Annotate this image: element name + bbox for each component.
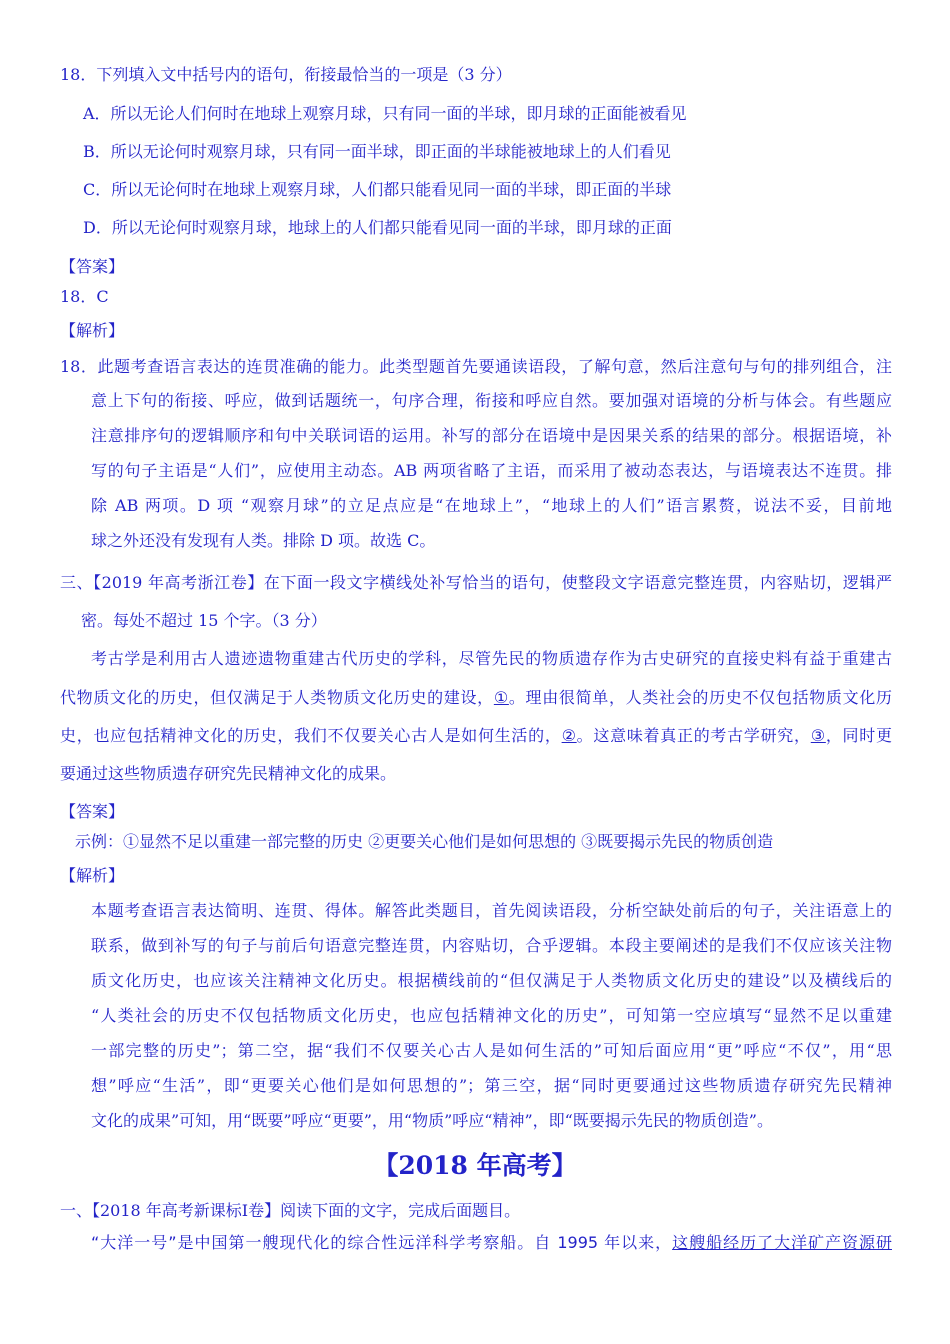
q18-answer-heading: 【答案】: [60, 257, 125, 276]
blank-3: ③: [810, 726, 826, 745]
q3-analysis-line-7: 文化的成果”可知，用“既要”呼应“更要”，用“物质”呼应“精神”，即“既要揭示先民的物质创造”。: [91, 1111, 773, 1130]
q3-analysis-line-3: 质文化历史，也应该关注精神文化历史。根据横线前的“但仅满足于人类物质文化历史的建设”以及横线后的: [91, 971, 892, 990]
passage-text: 。这意味着真正的考古学研究，: [576, 726, 811, 745]
q18-option-c: C．所以无论何时在地球上观察月球，人们都只能看见同一面的半球，即正面的半球: [83, 180, 672, 199]
q18-analysis-line-2: 意上下句的衔接、呼应，做到话题统一，句序合理，衔接和呼应自然。要加强对语境的分析与体会。有些题应: [91, 391, 892, 410]
blank-2: ②: [561, 726, 577, 745]
q18-stem: 18．下列填入文中括号内的语句，衔接最恰当的一项是（3 分）: [60, 65, 512, 84]
q3-analysis-line-1: 本题考查语言表达简明、连贯、得体。解答此类题目，首先阅读语段，分析空缺处前后的句子，关注语意上的: [91, 901, 892, 920]
passage-text: 史，也应包括精神文化的历史，我们不仅要关心古人是如何生活的，: [60, 726, 562, 745]
q18-option-d: D．所以无论何时观察月球，地球上的人们都只能看见同一面的半球，即月球的正面: [83, 218, 672, 237]
q18-answer: 18．C: [60, 287, 109, 306]
q3-analysis-line-4: “人类社会的历史不仅包括物质文化历史，也应包括精神文化的历史”，可知第一空应填写“显然不足以重建: [91, 1006, 892, 1025]
q3-analysis-line-2: 联系，做到补写的句子与前后句语意完整连贯，内容贴切，合乎逻辑。本段主要阐述的是我们不仅应该关注物: [91, 936, 892, 955]
passage-text: 。理由很简单，人类社会的历史不仅包括物质文化历: [508, 688, 892, 707]
q3-stem-line-1: 三、【2019 年高考浙江卷】在下面一段文字横线处补写恰当的语句，使整段文字语意完整连贯，内容贴切，逻辑严: [60, 573, 892, 592]
q1-2018-stem: 一、【2018 年高考新课标Ⅰ卷】阅读下面的文字，完成后面题目。: [60, 1201, 521, 1220]
q18-option-a: A．所以无论人们何时在地球上观察月球，只有同一面的半球，即月球的正面能被看见: [83, 104, 687, 123]
q18-analysis-line-6: 球之外还没有发现有人类。排除 D 项。故选 C。: [91, 531, 436, 550]
passage-text: ，同时更: [825, 726, 892, 745]
underlined-sentence: 这艘船经历了大洋矿产资源研: [672, 1233, 892, 1252]
q3-analysis-line-5: 一部完整的历史”；第二空，据“我们不仅要关心古人是如何生活的”可知后面应用“更”呼应“不仅”，用“思: [91, 1041, 892, 1060]
q3-answer-heading: 【答案】: [60, 802, 125, 821]
q3-passage-line-2: [60, 688, 892, 707]
blank-1: ①: [493, 688, 509, 707]
q1-2018-passage-line-1: [91, 1233, 892, 1252]
q18-option-b: B．所以无论何时观察月球，只有同一面半球，即正面的半球能被地球上的人们看见: [83, 142, 671, 161]
q18-analysis-line-3: 注意排序句的逻辑顺序和句中关联词语的运用。补写的部分在语境中是因果关系的结果的部分。根据语境，补: [91, 426, 892, 445]
q3-passage-line-1: 考古学是利用古人遗迹遗物重建古代历史的学科，尽管先民的物质遗存作为古史研究的直接史料有益于重建古: [91, 649, 892, 668]
passage-text: 代物质文化的历史，但仅满足于人类物质文化历史的建设，: [60, 688, 494, 707]
passage-text: “大洋一号”是中国第一艘现代化的综合性远洋科学考察船。自 1995 年以来，: [91, 1233, 673, 1252]
q18-analysis-line-5: 除 AB 两项。D 项 “观察月球”的立足点应是“在地球上”，“地球上的人们”语言累赘，说法不妥，目前地: [91, 496, 892, 515]
q3-answer: 示例：①显然不足以重建一部完整的历史 ②更要关心他们是如何思想的 ③既要揭示先民的物质创造: [75, 832, 774, 851]
q18-analysis-line-1: 18．此题考查语言表达的连贯准确的能力。此类型题首先要通读语段，了解句意，然后注意句与句的排列组合，注: [60, 357, 892, 376]
section-title-2018: 【2018 年高考】: [373, 1151, 577, 1180]
q3-analysis-heading: 【解析】: [60, 866, 125, 885]
q3-analysis-line-6: 想”呼应“生活”，即“更要关心他们是如何思想的”；第三空，据“同时更要通过这些物质遗存研究先民精神: [91, 1076, 892, 1095]
q3-passage-line-4: 要通过这些物质遗存研究先民精神文化的成果。: [60, 764, 397, 783]
q18-analysis-line-4: 写的句子主语是“人们”，应使用主动态。AB 两项省略了主语，而采用了被动态表达，与语境表达不连贯。排: [91, 461, 892, 480]
q3-stem-line-2: 密。每处不超过 15 个字。（3 分）: [81, 611, 327, 630]
q18-analysis-heading: 【解析】: [60, 321, 125, 340]
q3-passage-line-3: [60, 726, 892, 745]
